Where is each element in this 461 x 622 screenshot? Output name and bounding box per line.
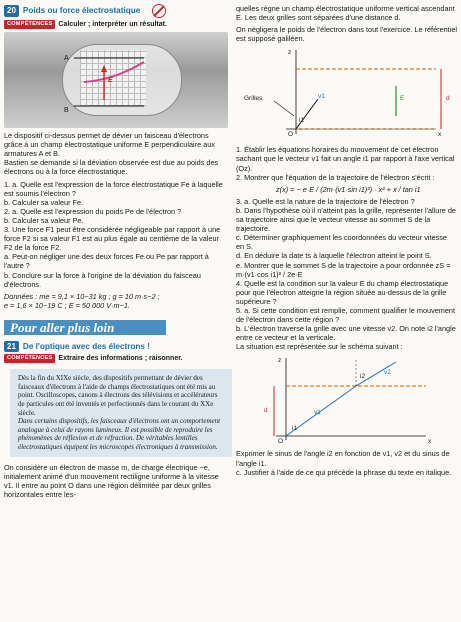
field-label: E	[108, 77, 113, 85]
competences-badge: COMPÉTENCES	[4, 20, 55, 29]
question-5b: b. L'électron traverse la grille avec une vitesse v2. On note i2 l'angle entre ce vecteur et la verticale.	[236, 324, 456, 343]
question-5c: La situation est représentée sur le schéma suivant :	[236, 342, 403, 352]
question-1: 1. Établir les équations horaires du mouvement de cet électron sachant que le vecteur v1 fait un angle i1 par rapport à l'axe vertical (Oz).	[236, 145, 455, 173]
v2-label: v2	[384, 369, 391, 377]
inset-paragraph-1: Dès la fin du XIXe siècle, des dispositifs permettant de dévier des faisceaux d'électrons à l'aide de champs électrostatiques ont été mis au point. Oscilloscopes, canons à électrons des télévisions et accélérateurs de particules ont été inventés et perfectionnés dans le courant du XXe siècle.	[18, 374, 218, 417]
origin-label: O	[278, 438, 284, 446]
figure-refraction	[236, 354, 457, 446]
angle-i1-label: i1	[292, 425, 298, 433]
question-3c: c. Déterminer graphiquement les coordonnées du vecteur vitesse en S.	[236, 233, 447, 252]
right-intro: quelles règne un champ électrostatique uniforme vertical ascendant E. Les deux grilles sont séparées d'une distance d.	[236, 4, 455, 23]
distance-d-label: d	[264, 407, 268, 415]
question-5-sinus: Exprimer le sinus de l'angle i2 en fonction de v1, v2 et du sinus de l'angle i1.	[236, 449, 450, 468]
document-inset	[10, 369, 232, 456]
question-5a: 5. a. Si cette condition est remplie, comment qualifier le mouvement de l'électron dans cette région ?	[236, 305, 456, 325]
right-column	[236, 4, 457, 477]
electron-tube-photo	[4, 32, 228, 128]
question-3b: b. Conclure sur la force à l'origine de la déviation du faisceau d'électrons.	[4, 270, 201, 289]
competences-text: Extraire des informations ; raisonner.	[58, 355, 183, 363]
figure-refraction-svg	[236, 354, 457, 446]
question-2a: 2. a. Quelle est l'expression du poids Pe de l'électron ?	[4, 206, 182, 216]
question-4: 4. Quelle est la condition sur la valeur E du champ électrostatique pour que l'électron atteigne la région située au-dessus de la grille supérieure ?	[236, 278, 449, 306]
figure-grids-svg	[236, 46, 457, 142]
axis-z-label: z	[288, 49, 292, 57]
plate-b-label: B	[64, 107, 69, 115]
question-2b: b. Calculer sa valeur Pe.	[4, 215, 84, 225]
distance-d-label: d	[446, 95, 450, 103]
origin-label: O	[288, 131, 294, 139]
question-5c: c. Justifier à l'aide de ce qui précède la phrase du texte en italique.	[236, 467, 452, 477]
neglect-note: On négligera le poids de l'électron dans tout l'exercice. Le référentiel est supposé galiléen.	[236, 25, 458, 44]
ex21-bottom-paragraph: On considère un électron de masse m, de charge électrique −e, initialement animé d'un mouvement rectiligne uniforme à la vitesse v1. Il entre au point O dans une région délimitée par deux grilles horizontales entre les-	[4, 462, 219, 499]
left-column	[4, 4, 228, 499]
angle-i2-label: i2	[360, 373, 366, 381]
question-2: 2. Montrer que l'équation de la trajectoire de l'électron s'écrit :	[236, 172, 435, 182]
exercise-20-header	[4, 4, 228, 18]
question-3a: a. Peut-on négliger une des deux forces Fe ou Pe par rapport à l'autre ?	[4, 252, 209, 271]
figure-grids	[236, 46, 457, 142]
question-3e: e. Montrer que le sommet S de la trajectoire a pour ordonnée zS = m·(v1·cos i1)² / 2e·E	[236, 260, 451, 279]
ex20-paragraph-2: Bastien se demande si la déviation observée est due au poids des électrons ou à la force électrostatique.	[4, 158, 219, 177]
inset-paragraph-2: Dans certains dispositifs, les faisceaux d'électrons ont un comportement analogue à celui de rayons lumineux. Il est possible de reproduire les phénomènes de réflexion et de réfraction. De véritables lentilles électrostatiques équipent les microscopes électroniques à transmission.	[18, 417, 221, 451]
question-3d: d. En déduire la date ts à laquelle l'électron atteint le point S.	[236, 251, 432, 261]
v1-label: v1	[318, 93, 325, 101]
v1-label: v1	[314, 409, 321, 417]
no-calculator-icon	[152, 4, 166, 18]
section-title: Pour aller plus loin	[4, 320, 166, 335]
exercise-number: 21	[4, 341, 19, 352]
exercise-number: 20	[4, 5, 19, 16]
axis-x-label: x	[428, 438, 432, 446]
angle-i1-label: i1	[299, 117, 305, 125]
photo-overlay	[4, 32, 228, 128]
donnees-line-2: e = 1,6 × 10−19 C ; E = 50 000 V·m−1.	[4, 300, 130, 310]
axis-z-label: z	[278, 357, 282, 365]
trajectory-equation: z(x) = − e·E / (2m·(v1·sin i1)²) · x² + x / tan i1	[276, 184, 421, 194]
axis-x-label: x	[438, 131, 442, 139]
question-1a: 1. a. Quelle est l'expression de la force électrostatique Fe à laquelle est soumis l'électron ?	[4, 179, 223, 198]
grids-label: Grilles	[244, 95, 263, 103]
exercise-21-header	[4, 341, 228, 352]
question-3b: b. Dans l'hypothèse où il n'atteint pas la grille, représenter l'allure de sa trajectoire ainsi que le vecteur vitesse au sommet S de la trajectoire.	[236, 205, 456, 234]
ex20-paragraph-1: Le dispositif ci-dessus permet de dévier un faisceau d'électrons grâce à un champ électrostatique uniforme E perpendiculaire aux armatures A et B.	[4, 131, 215, 159]
donnees-line-1: Données : me = 9,1 × 10−31 kg ; g = 10 m·s−2 ;	[4, 291, 160, 301]
field-e-label: E	[400, 95, 405, 103]
plate-a-label: A	[64, 55, 69, 63]
question-1b: b. Calculer sa valeur Fe.	[4, 197, 84, 207]
question-3a: 3. a. Quelle est la nature de la trajectoire de l'électron ?	[236, 196, 415, 206]
competences-line	[4, 354, 228, 363]
competences-badge: COMPÉTENCES	[4, 354, 55, 363]
competences-line	[4, 20, 228, 29]
exercise-title: De l'optique avec des électrons !	[22, 341, 150, 351]
competences-text: Calculer ; interpréter un résultat.	[58, 21, 167, 28]
exercise-title: Poids ou force électrostatique	[22, 6, 141, 16]
question-3: 3. Une force F1 peut être considérée négligeable par rapport à une force F2 si sa valeur F1 est au plus égale au centième de la valeur F2 de la force F2.	[4, 225, 221, 253]
